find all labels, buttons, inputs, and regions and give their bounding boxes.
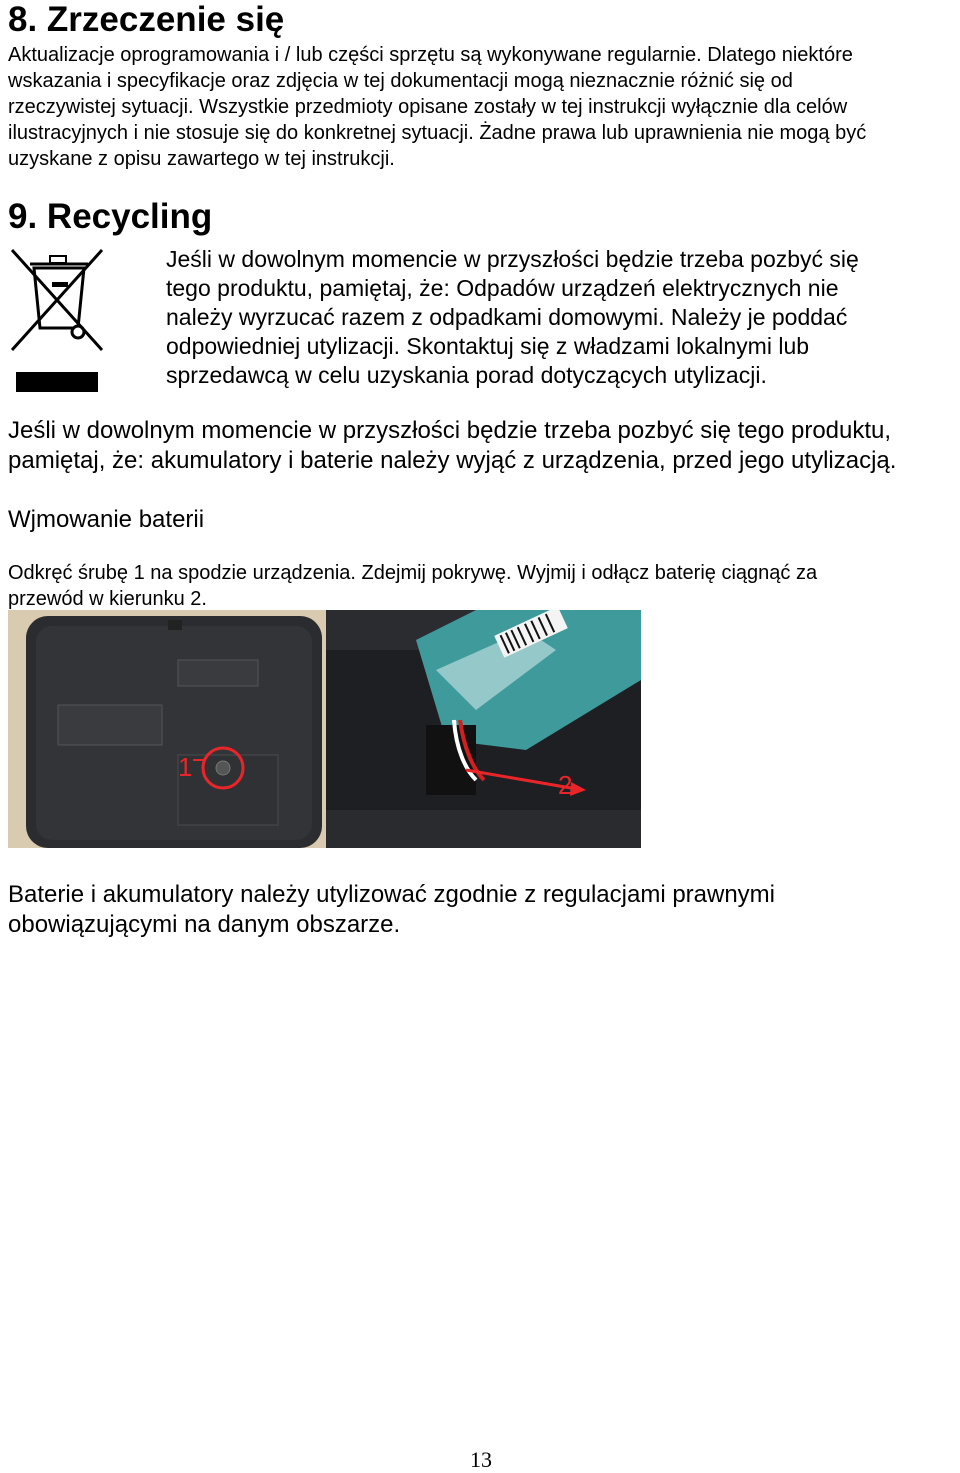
closing-line: obowiązującymi na danym obszarze. — [8, 911, 401, 938]
section-9-heading: 9. Recycling — [8, 197, 213, 236]
disclaimer-line: rzeczywistej sytuacji. Wszystkie przedmioty opisane zostały w tej instrukcji wyłącznie dla celów — [8, 96, 848, 118]
disclaimer-line: Aktualizacje oprogramowania i / lub części sprzętu są wykonywane regularnie. Dlatego niektóre — [8, 44, 853, 66]
weee-line: należy wyrzucać razem z odpadkami domowymi. Należy je poddać — [166, 304, 848, 330]
battery-disposal-paragraph — [8, 416, 896, 476]
weee-line: sprzedawcą w celu uzyskania porad dotyczących utylizacji. — [166, 362, 767, 388]
disclaimer-line: uzyskane z opisu zawartego w tej instrukcji. — [8, 148, 395, 170]
closing-line: Baterie i akumulatory należy utylizować zgodnie z regulacjami prawnymi — [8, 881, 776, 908]
disclaimer-paragraph — [8, 42, 866, 172]
weee-paragraph — [166, 245, 859, 390]
device-underside-photo — [8, 610, 326, 848]
closing-paragraph — [8, 880, 775, 940]
weee-line: Jeśli w dowolnym momencie w przyszłości będzie trzeba pozbyć się — [166, 246, 859, 272]
instruction-paragraph — [8, 560, 817, 612]
battery-line: Jeśli w dowolnym momencie w przyszłości będzie trzeba pozbyć się tego produktu, — [8, 417, 892, 444]
instruction-line: Odkręć śrubę 1 na spodzie urządzenia. Zdejmij pokrywę. Wyjmij i odłącz baterię ciągnąć za — [8, 562, 818, 584]
disclaimer-line: ilustracyjnych i nie stosuje się do konkretnej sytuacji. Żadne prawa lub uprawnienia nie mogą być — [8, 122, 867, 144]
battery-line: pamiętaj, że: akumulatory i baterie należy wyjąć z urządzenia, przed jego utylizacją. — [8, 447, 897, 474]
weee-line: odpowiedniej utylizacji. Skontaktuj się z władzami lokalnymi lub — [166, 333, 810, 359]
battery-removal-subheading: Wjmowanie baterii — [8, 506, 205, 533]
instruction-line: przewód w kierunku 2. — [8, 588, 207, 610]
weee-line: tego produktu, pamiętaj, że: Odpadów urządzeń elektrycznych nie — [166, 275, 839, 301]
direction-marker-label: 2 — [558, 770, 573, 800]
disclaimer-line: wskazania i specyfikacje oraz zdjęcia w tej dokumentacji mogą nieznacznie różnić się od — [8, 70, 793, 92]
crossed-out-wheelie-bin-icon — [8, 246, 106, 396]
page-number: 13 — [470, 1447, 492, 1472]
battery-removal-photo — [326, 610, 641, 848]
section-8-heading: 8. Zrzeczenie się — [8, 0, 285, 39]
screw-marker-label: 1 — [178, 752, 193, 782]
